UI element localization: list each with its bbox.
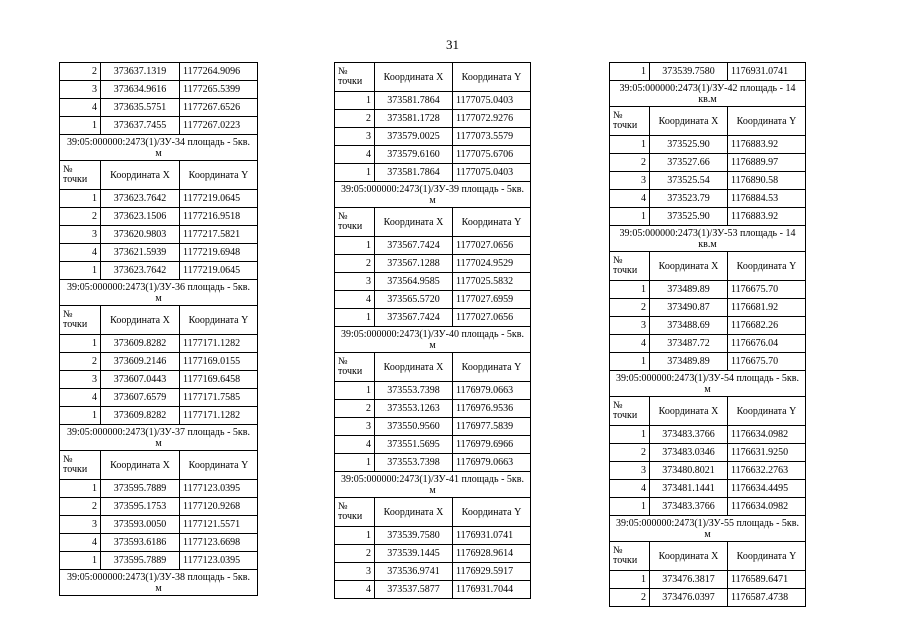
plot-title-row (60, 570, 258, 596)
point-number-cell: 2 (60, 498, 101, 516)
table-row (60, 226, 258, 244)
coordinate-x-cell: 373593.6186 (101, 534, 180, 552)
coordinate-y-cell: 1176884.53 (728, 190, 806, 208)
coordinate-y-cell: 1177267.0223 (180, 117, 258, 135)
point-number-cell: 2 (335, 545, 375, 563)
header-point-number: № точки (60, 306, 101, 335)
table-row (610, 498, 806, 516)
header-point-number: № точки (60, 161, 101, 190)
plot-title-row (60, 280, 258, 306)
table-row (610, 172, 806, 190)
coordinate-x-cell: 373637.7455 (101, 117, 180, 135)
header-point-number: № точки (610, 252, 650, 281)
coordinate-x-cell: 373487.72 (650, 335, 728, 353)
coordinate-y-cell: 1177171.1282 (180, 407, 258, 425)
point-number-cell: 4 (610, 480, 650, 498)
coordinate-x-cell: 373634.9616 (101, 81, 180, 99)
point-number-cell: 2 (335, 255, 375, 273)
table-row (335, 255, 531, 273)
table-row (335, 454, 531, 472)
point-number-cell: 2 (610, 444, 650, 462)
coordinate-y-cell: 1176632.2763 (728, 462, 806, 480)
header-coordinate-x: Координата X (101, 451, 180, 480)
table-row (60, 335, 258, 353)
table-row (60, 389, 258, 407)
header-coordinate-y: Координата Y (180, 161, 258, 190)
header-point-number: № точки (610, 107, 650, 136)
coordinate-x-cell: 373550.9560 (375, 418, 453, 436)
coordinate-y-cell: 1176931.7044 (453, 581, 531, 599)
plot-title: 39:05:000000:2473(1)/ЗУ-38 площадь - 5кв. м (60, 570, 258, 596)
table-row (60, 480, 258, 498)
coordinate-x-cell: 373539.7580 (375, 527, 453, 545)
coordinate-x-cell: 373525.90 (650, 136, 728, 154)
coordinate-y-cell: 1177267.6526 (180, 99, 258, 117)
coordinate-y-cell: 1176928.9614 (453, 545, 531, 563)
header-point-number: № точки (610, 397, 650, 426)
point-number-cell: 3 (335, 418, 375, 436)
table-row (335, 291, 531, 309)
coordinate-x-cell: 373623.1506 (101, 208, 180, 226)
table-row (610, 281, 806, 299)
plot-title-row (60, 135, 258, 161)
point-number-cell: 3 (60, 516, 101, 534)
plot-title: 39:05:000000:2473(1)/ЗУ-53 площадь - 14 кв.м (610, 226, 806, 252)
table-row (60, 552, 258, 570)
coordinate-x-cell: 373595.7889 (101, 480, 180, 498)
table-row (60, 244, 258, 262)
point-number-cell: 3 (60, 226, 101, 244)
coordinate-y-cell: 1177264.9096 (180, 63, 258, 81)
coordinate-x-cell: 373489.89 (650, 353, 728, 371)
table-header-row (335, 498, 531, 527)
point-number-cell: 2 (60, 208, 101, 226)
point-number-cell: 1 (335, 382, 375, 400)
table-row (60, 498, 258, 516)
table-header-row (610, 107, 806, 136)
plot-title-row (60, 425, 258, 451)
coordinate-y-cell: 1177219.6948 (180, 244, 258, 262)
coordinate-x-cell: 373490.87 (650, 299, 728, 317)
header-coordinate-x: Координата X (375, 353, 453, 382)
coordinate-x-cell: 373481.1441 (650, 480, 728, 498)
plot-title-row (610, 516, 806, 542)
coordinate-x-cell: 373607.0443 (101, 371, 180, 389)
coordinate-x-cell: 373593.0050 (101, 516, 180, 534)
point-number-cell: 1 (335, 527, 375, 545)
point-number-cell: 2 (335, 110, 375, 128)
header-coordinate-y: Координата Y (453, 208, 531, 237)
table-row (60, 407, 258, 425)
header-coordinate-y: Координата Y (728, 107, 806, 136)
coordinate-x-cell: 373621.5939 (101, 244, 180, 262)
table-row (60, 190, 258, 208)
table-row (335, 110, 531, 128)
coordinate-x-cell: 373525.90 (650, 208, 728, 226)
coordinate-y-cell: 1177027.0656 (453, 237, 531, 255)
coordinate-y-cell: 1177123.6698 (180, 534, 258, 552)
table-row (335, 563, 531, 581)
table-row (610, 136, 806, 154)
plot-title: 39:05:000000:2473(1)/ЗУ-54 площадь - 5кв. м (610, 371, 806, 397)
coordinate-y-cell: 1177075.6706 (453, 146, 531, 164)
header-point-number: № точки (335, 208, 375, 237)
coordinate-y-cell: 1177025.5832 (453, 273, 531, 291)
coordinate-x-cell: 373609.8282 (101, 335, 180, 353)
point-number-cell: 1 (335, 309, 375, 327)
coordinate-y-cell: 1176976.9536 (453, 400, 531, 418)
point-number-cell: 2 (335, 400, 375, 418)
header-coordinate-y: Координата Y (728, 252, 806, 281)
table-row (60, 63, 258, 81)
table-row (60, 353, 258, 371)
coordinate-x-cell: 373539.7580 (650, 63, 728, 81)
table-row (335, 273, 531, 291)
point-number-cell: 1 (60, 480, 101, 498)
coordinate-y-cell: 1177217.5821 (180, 226, 258, 244)
point-number-cell: 3 (335, 563, 375, 581)
coordinate-y-cell: 1177073.5579 (453, 128, 531, 146)
coordinate-y-cell: 1176587.4738 (728, 589, 806, 607)
coordinate-x-cell: 373527.66 (650, 154, 728, 172)
plot-title: 39:05:000000:2473(1)/ЗУ-55 площадь - 5кв. м (610, 516, 806, 542)
coordinate-y-cell: 1176634.4495 (728, 480, 806, 498)
table-row (335, 309, 531, 327)
coordinates-table-middle (334, 62, 531, 599)
point-number-cell: 1 (335, 237, 375, 255)
coordinate-y-cell: 1177123.0395 (180, 480, 258, 498)
table-row (60, 81, 258, 99)
coordinate-y-cell: 1176883.92 (728, 208, 806, 226)
table-row (610, 154, 806, 172)
table-row (335, 382, 531, 400)
coordinate-x-cell: 373565.5720 (375, 291, 453, 309)
coordinate-x-cell: 373620.9803 (101, 226, 180, 244)
coordinate-x-cell: 373483.0346 (650, 444, 728, 462)
coordinate-x-cell: 373567.1288 (375, 255, 453, 273)
plot-title-row (610, 81, 806, 107)
coordinate-x-cell: 373581.1728 (375, 110, 453, 128)
coordinate-y-cell: 1177219.0645 (180, 190, 258, 208)
point-number-cell: 1 (610, 571, 650, 589)
coordinate-x-cell: 373553.7398 (375, 454, 453, 472)
header-coordinate-y: Координата Y (728, 542, 806, 571)
plot-title-row (610, 226, 806, 252)
table-row (60, 99, 258, 117)
header-coordinate-x: Координата X (375, 63, 453, 92)
point-number-cell: 1 (610, 426, 650, 444)
point-number-cell: 3 (335, 128, 375, 146)
table-row (335, 545, 531, 563)
table-header-row (60, 161, 258, 190)
table-header-row (610, 397, 806, 426)
coordinate-y-cell: 1177075.0403 (453, 92, 531, 110)
coordinate-x-cell: 373567.7424 (375, 309, 453, 327)
table-header-row (610, 542, 806, 571)
header-coordinate-x: Координата X (650, 252, 728, 281)
point-number-cell: 1 (60, 407, 101, 425)
coordinate-x-cell: 373488.69 (650, 317, 728, 335)
coordinate-x-cell: 373525.54 (650, 172, 728, 190)
header-coordinate-x: Координата X (101, 306, 180, 335)
coordinate-x-cell: 373581.7864 (375, 164, 453, 182)
plot-title: 39:05:000000:2473(1)/ЗУ-42 площадь - 14 кв.м (610, 81, 806, 107)
plot-title: 39:05:000000:2473(1)/ЗУ-39 площадь - 5кв. м (335, 182, 531, 208)
coordinate-y-cell: 1176631.9250 (728, 444, 806, 462)
point-number-cell: 2 (610, 154, 650, 172)
point-number-cell: 1 (60, 117, 101, 135)
table-row (335, 418, 531, 436)
coordinate-x-cell: 373483.3766 (650, 426, 728, 444)
plot-title: 39:05:000000:2473(1)/ЗУ-34 площадь - 5кв. м (60, 135, 258, 161)
coordinate-x-cell: 373553.1263 (375, 400, 453, 418)
table-row (610, 571, 806, 589)
coordinate-y-cell: 1177121.5571 (180, 516, 258, 534)
point-number-cell: 4 (60, 389, 101, 407)
point-number-cell: 3 (60, 81, 101, 99)
table-row (335, 400, 531, 418)
header-coordinate-x: Координата X (101, 161, 180, 190)
table-row (610, 480, 806, 498)
point-number-cell: 4 (60, 99, 101, 117)
point-number-cell: 3 (610, 317, 650, 335)
coordinate-x-cell: 373483.3766 (650, 498, 728, 516)
point-number-cell: 1 (610, 498, 650, 516)
coordinate-y-cell: 1177171.7585 (180, 389, 258, 407)
point-number-cell: 2 (610, 299, 650, 317)
point-number-cell: 1 (610, 353, 650, 371)
point-number-cell: 4 (60, 534, 101, 552)
table-row (610, 589, 806, 607)
header-coordinate-x: Координата X (375, 498, 453, 527)
plot-title: 39:05:000000:2473(1)/ЗУ-41 площадь - 5кв. м (335, 472, 531, 498)
coordinate-y-cell: 1177169.6458 (180, 371, 258, 389)
coordinate-y-cell: 1177072.9276 (453, 110, 531, 128)
coordinate-y-cell: 1176931.0741 (728, 63, 806, 81)
table-row (335, 527, 531, 545)
header-coordinate-y: Координата Y (180, 306, 258, 335)
point-number-cell: 1 (60, 262, 101, 280)
page-number: 31 (446, 37, 459, 52)
coordinate-x-cell: 373537.5877 (375, 581, 453, 599)
coordinate-y-cell: 1177120.9268 (180, 498, 258, 516)
coordinate-x-cell: 373551.5695 (375, 436, 453, 454)
coordinate-y-cell: 1177216.9518 (180, 208, 258, 226)
coordinate-y-cell: 1177169.0155 (180, 353, 258, 371)
coordinate-x-cell: 373536.9741 (375, 563, 453, 581)
coordinate-x-cell: 373595.7889 (101, 552, 180, 570)
coordinate-y-cell: 1176979.0663 (453, 382, 531, 400)
table-row (610, 317, 806, 335)
header-coordinate-y: Координата Y (728, 397, 806, 426)
point-number-cell: 4 (335, 436, 375, 454)
plot-title: 39:05:000000:2473(1)/ЗУ-40 площадь - 5кв. м (335, 327, 531, 353)
point-number-cell: 1 (610, 281, 650, 299)
table-row (610, 208, 806, 226)
table-row (610, 426, 806, 444)
coordinate-x-cell: 373476.3817 (650, 571, 728, 589)
coordinate-x-cell: 373480.8021 (650, 462, 728, 480)
coordinate-y-cell: 1176676.04 (728, 335, 806, 353)
point-number-cell: 4 (335, 146, 375, 164)
coordinate-y-cell: 1176589.6471 (728, 571, 806, 589)
coordinate-x-cell: 373581.7864 (375, 92, 453, 110)
table-header-row (335, 63, 531, 92)
table-row (335, 92, 531, 110)
coordinate-y-cell: 1176979.0663 (453, 454, 531, 472)
point-number-cell: 3 (60, 371, 101, 389)
point-number-cell: 1 (60, 335, 101, 353)
header-point-number: № точки (335, 498, 375, 527)
point-number-cell: 2 (60, 353, 101, 371)
point-number-cell: 4 (60, 244, 101, 262)
table-row (610, 299, 806, 317)
plot-title-row (610, 371, 806, 397)
header-coordinate-y: Координата Y (453, 498, 531, 527)
table-row (335, 164, 531, 182)
coordinate-y-cell: 1177027.6959 (453, 291, 531, 309)
header-coordinate-x: Координата X (650, 107, 728, 136)
coordinate-x-cell: 373539.1445 (375, 545, 453, 563)
plot-title: 39:05:000000:2473(1)/ЗУ-36 площадь - 5кв. м (60, 280, 258, 306)
coordinate-y-cell: 1176675.70 (728, 353, 806, 371)
table-header-row (610, 252, 806, 281)
point-number-cell: 1 (610, 63, 650, 81)
table-row (335, 146, 531, 164)
coordinate-x-cell: 373553.7398 (375, 382, 453, 400)
header-coordinate-x: Координата X (375, 208, 453, 237)
table-header-row (335, 353, 531, 382)
point-number-cell: 4 (610, 335, 650, 353)
coordinate-y-cell: 1177075.0403 (453, 164, 531, 182)
table-row (60, 534, 258, 552)
coordinate-y-cell: 1177265.5399 (180, 81, 258, 99)
coordinates-table-left (59, 62, 258, 596)
coordinate-y-cell: 1177123.0395 (180, 552, 258, 570)
coordinate-x-cell: 373635.5751 (101, 99, 180, 117)
coordinate-x-cell: 373609.2146 (101, 353, 180, 371)
table-header-row (60, 451, 258, 480)
coordinates-table-right (609, 62, 806, 607)
point-number-cell: 3 (610, 462, 650, 480)
table-row (335, 128, 531, 146)
point-number-cell: 1 (335, 92, 375, 110)
table-row (335, 581, 531, 599)
coordinate-x-cell: 373523.79 (650, 190, 728, 208)
point-number-cell: 4 (335, 581, 375, 599)
coordinate-x-cell: 373489.89 (650, 281, 728, 299)
coordinate-y-cell: 1176681.92 (728, 299, 806, 317)
table-header-row (335, 208, 531, 237)
coordinate-x-cell: 373564.9585 (375, 273, 453, 291)
coordinate-y-cell: 1176979.6966 (453, 436, 531, 454)
table-row (60, 371, 258, 389)
table-row (610, 444, 806, 462)
point-number-cell: 1 (610, 208, 650, 226)
header-point-number: № точки (60, 451, 101, 480)
header-point-number: № точки (335, 63, 375, 92)
coordinate-x-cell: 373476.0397 (650, 589, 728, 607)
header-coordinate-y: Координата Y (453, 353, 531, 382)
point-number-cell: 4 (335, 291, 375, 309)
point-number-cell: 1 (610, 136, 650, 154)
coordinate-y-cell: 1177024.9529 (453, 255, 531, 273)
plot-title-row (335, 472, 531, 498)
table-row (60, 262, 258, 280)
table-row (60, 516, 258, 534)
header-coordinate-y: Координата Y (453, 63, 531, 92)
coordinate-y-cell: 1176931.0741 (453, 527, 531, 545)
point-number-cell: 3 (610, 172, 650, 190)
point-number-cell: 2 (610, 589, 650, 607)
coordinate-y-cell: 1176634.0982 (728, 498, 806, 516)
point-number-cell: 1 (60, 552, 101, 570)
table-row (335, 436, 531, 454)
coordinate-x-cell: 373623.7642 (101, 262, 180, 280)
coordinate-y-cell: 1176929.5917 (453, 563, 531, 581)
table-row (610, 353, 806, 371)
coordinate-x-cell: 373579.6160 (375, 146, 453, 164)
table-row (60, 208, 258, 226)
table-row (610, 462, 806, 480)
coordinate-y-cell: 1176977.5839 (453, 418, 531, 436)
header-coordinate-y: Координата Y (180, 451, 258, 480)
point-number-cell: 3 (335, 273, 375, 291)
header-coordinate-x: Координата X (650, 397, 728, 426)
plot-title: 39:05:000000:2473(1)/ЗУ-37 площадь - 5кв. м (60, 425, 258, 451)
coordinate-x-cell: 373623.7642 (101, 190, 180, 208)
coordinate-x-cell: 373567.7424 (375, 237, 453, 255)
point-number-cell: 2 (60, 63, 101, 81)
point-number-cell: 1 (60, 190, 101, 208)
coordinate-y-cell: 1176634.0982 (728, 426, 806, 444)
coordinate-y-cell: 1176675.70 (728, 281, 806, 299)
coordinate-x-cell: 373595.1753 (101, 498, 180, 516)
header-point-number: № точки (610, 542, 650, 571)
coordinate-y-cell: 1177219.0645 (180, 262, 258, 280)
table-row (610, 63, 806, 81)
table-header-row (60, 306, 258, 335)
coordinate-x-cell: 373579.0025 (375, 128, 453, 146)
point-number-cell: 4 (610, 190, 650, 208)
coordinate-y-cell: 1176682.26 (728, 317, 806, 335)
plot-title-row (335, 327, 531, 353)
table-row (610, 335, 806, 353)
coordinate-x-cell: 373609.8282 (101, 407, 180, 425)
coordinate-y-cell: 1176889.97 (728, 154, 806, 172)
point-number-cell: 1 (335, 454, 375, 472)
table-row (610, 190, 806, 208)
plot-title-row (335, 182, 531, 208)
table-row (60, 117, 258, 135)
coordinate-y-cell: 1176890.58 (728, 172, 806, 190)
point-number-cell: 1 (335, 164, 375, 182)
coordinate-x-cell: 373607.6579 (101, 389, 180, 407)
coordinate-x-cell: 373637.1319 (101, 63, 180, 81)
coordinate-y-cell: 1176883.92 (728, 136, 806, 154)
coordinate-y-cell: 1177171.1282 (180, 335, 258, 353)
coordinate-y-cell: 1177027.0656 (453, 309, 531, 327)
table-row (335, 237, 531, 255)
header-point-number: № точки (335, 353, 375, 382)
header-coordinate-x: Координата X (650, 542, 728, 571)
